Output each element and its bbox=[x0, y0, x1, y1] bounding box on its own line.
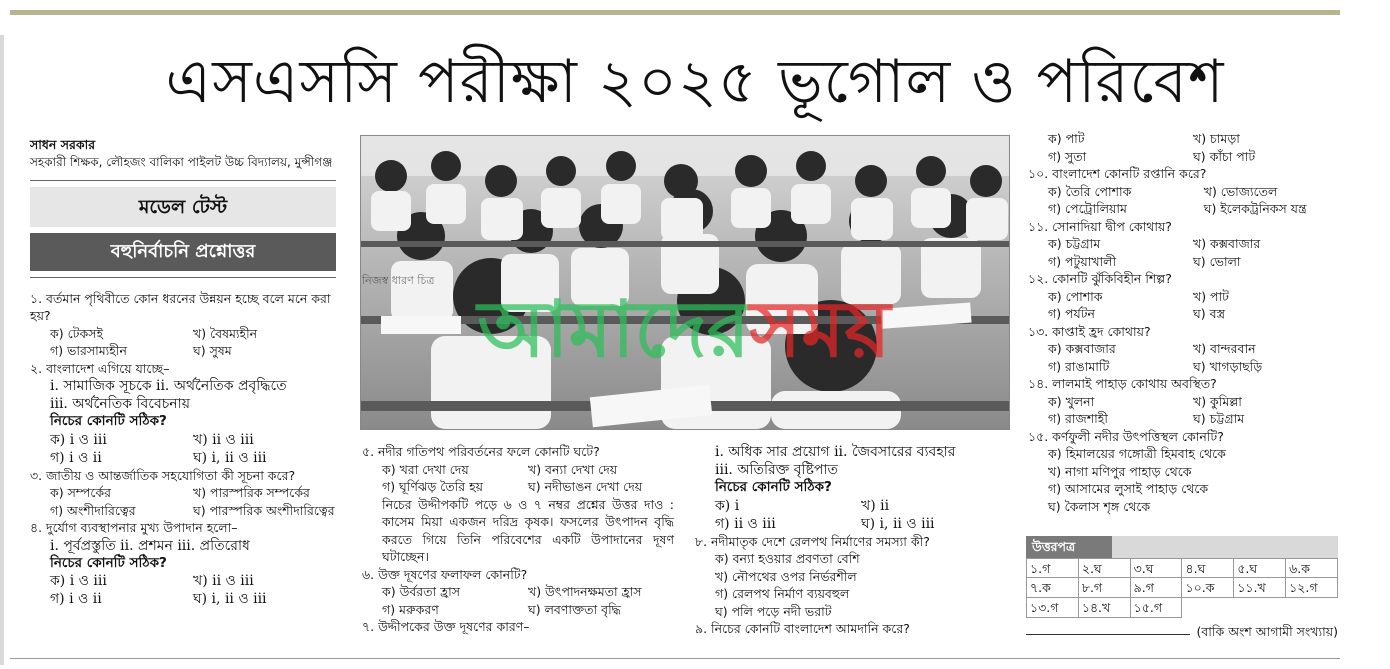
option: গ) রাজশাহী bbox=[1048, 411, 1108, 426]
option: গ) পর্যটন bbox=[1048, 306, 1096, 321]
question-prompt: নিচের কোনটি সঠিক? bbox=[715, 479, 832, 495]
option: ঘ) চট্টগ্রাম bbox=[1193, 411, 1245, 426]
answer-cell: ২.ঘ bbox=[1079, 558, 1131, 578]
bottom-rule bbox=[10, 658, 1340, 659]
answer-cell: ১১.খ bbox=[1234, 578, 1286, 598]
answer-cell: ৫.ঘ bbox=[1234, 558, 1286, 578]
option: খ) ii bbox=[861, 497, 890, 514]
option: ক) i bbox=[715, 497, 740, 514]
option: ক) পাট bbox=[1048, 131, 1085, 146]
option: ঘ) লবণাক্ততা বৃদ্ধি bbox=[528, 601, 621, 617]
question: ৯. নিচের কোনটি বাংলাদেশ আমদানি করে? bbox=[695, 621, 910, 636]
option: ক) কক্সবাজার bbox=[1048, 341, 1116, 356]
option: খ) বৈষম্যহীন bbox=[193, 325, 258, 341]
stimulus-text: নিচের উদ্দীপকটি পড়ে ৬ ও ৭ নম্বর প্রশ্নের উত্তর দাও : কাসেম মিয়া একজন দরিদ্র কৃষক। ফসলের উৎপাদন বৃদ্ধি করতে গিয়ে তিনি পরিবেশের একটি উপাদানের দূষণ ঘটাচ্ছেন। bbox=[382, 496, 674, 564]
options-row bbox=[1028, 393, 1338, 411]
option: খ) নাগা মণিপুর পাহাড় থেকে bbox=[1048, 463, 1192, 479]
photo-credit: নিজস্ব ধারণ চিত্র bbox=[362, 274, 435, 287]
answer-cell: ১৪.খ bbox=[1079, 598, 1131, 618]
option: ঘ) নদীভাঙন দেখা দেয় bbox=[528, 479, 643, 494]
answer-cell: ১.গ bbox=[1027, 558, 1079, 578]
answer-table bbox=[1026, 558, 1338, 618]
question: ১৫. কর্ণফুলী নদীর উৎপত্তিস্থল কোনটি? bbox=[1028, 428, 1224, 444]
question-prompt: নিচের কোনটি সঠিক? bbox=[50, 413, 167, 429]
option: খ) চামড়া bbox=[1193, 131, 1240, 146]
column-1 bbox=[30, 136, 336, 608]
option: গ) ভারসাম্যহীন bbox=[50, 343, 127, 358]
option: গ) ii ও iii bbox=[715, 515, 776, 532]
option: ঘ) পারস্পরিক অংশীদারিত্বের bbox=[193, 502, 335, 518]
answer-sheet-title: উত্তরপত্র bbox=[1026, 536, 1112, 558]
watermark-part-2: সময় bbox=[749, 285, 891, 375]
continued-text: (বাকি অংশ আগামী সংখ্যায়) bbox=[1196, 624, 1338, 639]
option: খ) ভোজ্যতেল bbox=[1203, 183, 1278, 199]
answer-cell: ১৫.গ bbox=[1131, 598, 1183, 618]
option: গ) পেট্রোলিয়াম bbox=[1048, 201, 1127, 216]
option: ক) হিমালয়ের গঙ্গোত্রী হিমবাহ থেকে bbox=[1048, 446, 1226, 461]
continued-note bbox=[1026, 624, 1338, 644]
option: ক) খরা দেখা দেয় bbox=[382, 461, 469, 477]
answer-row bbox=[1027, 598, 1338, 618]
answer-cell bbox=[1234, 598, 1286, 618]
question: ৮. নদীমাতৃক দেশে রেলপথ নির্মাণের সমস্যা কী? bbox=[695, 533, 930, 549]
options-row bbox=[30, 325, 336, 343]
options-row bbox=[1028, 183, 1338, 201]
page-title: এসএসসি পরীক্ষা ২০২৫ ভূগোল ও পরিবেশ bbox=[165, 47, 1225, 117]
options-row bbox=[1028, 148, 1338, 166]
option: ঘ) ভোলা bbox=[1193, 253, 1241, 269]
option: ঘ) কাঁচা পাট bbox=[1193, 148, 1256, 164]
option: খ) পাট bbox=[1193, 288, 1229, 304]
option: ক) উর্বরতা হ্রাস bbox=[382, 584, 461, 599]
answer-cell: ৬.ক bbox=[1286, 558, 1338, 578]
column-4 bbox=[1028, 130, 1338, 515]
statement: i. সামাজিক সূচকে ii. অর্থনৈতিক প্রবৃদ্ধিতে bbox=[50, 378, 287, 394]
question: ১. বর্তমান পৃথিবীতে কোন ধরনের উন্নয়ন হচ্ছে বলে মনে করা হয়? bbox=[30, 290, 331, 323]
question: ১১. সোনাদিয়া দ্বীপ কোথায়? bbox=[1028, 218, 1172, 234]
option: গ) i ও ii bbox=[50, 449, 102, 466]
option: ক) চট্টগ্রাম bbox=[1048, 236, 1101, 251]
option: খ) কক্সবাজার bbox=[1193, 236, 1261, 251]
top-rule bbox=[10, 10, 1340, 15]
option: ক) তৈরি পোশাক bbox=[1048, 183, 1132, 199]
column-2 bbox=[362, 443, 674, 636]
option: ঘ) কৈলাস শৃঙ্গ থেকে bbox=[1048, 498, 1151, 514]
question: ১২. কোনটি ঝুঁকিবিহীন শিল্প? bbox=[1028, 271, 1172, 286]
option: ক) টেকসই bbox=[50, 325, 103, 341]
model-test-banner: মডেল টেস্ট bbox=[30, 187, 336, 227]
mcq-banner: বহুনির্বাচনি প্রশ্নোত্তর bbox=[30, 233, 336, 271]
options-row bbox=[30, 431, 336, 449]
option: গ) মরুকরণ bbox=[382, 601, 439, 617]
photo-illustration bbox=[361, 136, 1009, 429]
option: খ) বান্দরবান bbox=[1193, 341, 1256, 356]
option: খ) পারস্পরিক সম্পর্কের bbox=[193, 485, 310, 500]
option: ঘ) খাগড়াছড়ি bbox=[1193, 358, 1263, 374]
option: ক) খুলনা bbox=[1048, 393, 1095, 409]
statement: i. অধিক সার প্রয়োগ ii. জৈবসারের ব্যবহার bbox=[715, 444, 956, 460]
question: ৫. নদীর গতিপথ পরিবর্তনের ফলে কোনটি ঘটে? bbox=[362, 444, 600, 459]
options-row bbox=[30, 572, 336, 590]
option: গ) সুতা bbox=[1048, 148, 1087, 164]
option: গ) ঘূর্ণিঝড় তৈরি হয় bbox=[382, 479, 484, 494]
answer-cell bbox=[1182, 598, 1234, 618]
answer-row bbox=[1027, 578, 1338, 598]
publication-watermark bbox=[360, 285, 1008, 375]
answer-cell: ৭.ক bbox=[1027, 578, 1079, 598]
option: খ) উৎপাদনক্ষমতা হ্রাস bbox=[528, 584, 642, 599]
answer-row bbox=[1027, 558, 1338, 578]
option: ঘ) i, ii ও iii bbox=[193, 591, 267, 607]
option: ক) i ও iii bbox=[50, 431, 107, 448]
options-row bbox=[695, 497, 1007, 515]
answer-cell: ৮.গ bbox=[1079, 578, 1131, 598]
question: ৬. উক্ত দূষণের ফলাফল কোনটি? bbox=[362, 566, 528, 582]
options-row bbox=[362, 478, 674, 496]
question: ২. বাংলাদেশ এগিয়ে যাচ্ছে– bbox=[30, 360, 170, 376]
options-row bbox=[1028, 358, 1338, 376]
question-prompt: নিচের কোনটি সঠিক? bbox=[50, 554, 167, 571]
question: ৭. উদ্দীপকের উক্ত দূষণের কারণ– bbox=[362, 619, 530, 634]
question: ৪. দুর্যোগ ব্যবস্থাপনার মুখ্য উপাদান হলো– bbox=[30, 520, 238, 535]
option: ক) পোশাক bbox=[1048, 288, 1103, 304]
option: ঘ) ইলেকট্রনিকস যন্ত্র bbox=[1203, 201, 1307, 216]
options-row bbox=[1028, 305, 1338, 323]
answer-header-bar bbox=[1112, 536, 1338, 558]
options-row bbox=[30, 342, 336, 360]
author-name: সাধন সরকার bbox=[30, 137, 96, 152]
option: গ) i ও ii bbox=[50, 591, 102, 607]
column-3 bbox=[695, 443, 1007, 638]
option: খ) নৌপথের ওপর নির্ভরশীল bbox=[715, 568, 857, 584]
options-row bbox=[695, 515, 1007, 533]
statement: iii. অর্থনৈতিক বিবেচনায় bbox=[50, 396, 190, 412]
answer-cell: ৯.গ bbox=[1131, 578, 1183, 598]
options-row bbox=[1028, 253, 1338, 271]
option: ঘ) পলি পড়ে নদী ভরাট bbox=[715, 603, 832, 619]
author-desc: সহকারী শিক্ষক, লৌহজং বালিকা পাইলট উচ্চ বিদ্যালয়, মুন্সীগঞ্জ bbox=[30, 154, 333, 169]
question: ১০. বাংলাদেশ কোনটি রপ্তানি করে? bbox=[1028, 166, 1207, 181]
option: গ) রাঙামাটি bbox=[1048, 358, 1110, 374]
options-row bbox=[362, 461, 674, 479]
option: ঘ) i, ii ও iii bbox=[861, 515, 935, 532]
option: গ) অংশীদারিত্বের bbox=[50, 502, 136, 518]
answer-sheet bbox=[1026, 536, 1338, 618]
options-row bbox=[362, 601, 674, 619]
option: ঘ) বস্ত্র bbox=[1193, 306, 1226, 321]
divider bbox=[30, 277, 336, 278]
option: ক) সম্পর্কের bbox=[50, 485, 111, 500]
answer-sheet-header bbox=[1026, 536, 1338, 558]
options-row bbox=[1028, 200, 1338, 218]
question: ১৪. লালমাই পাহাড় কোথায় অবস্থিত? bbox=[1028, 376, 1217, 391]
options-row bbox=[30, 590, 336, 608]
option: খ) কুমিল্লা bbox=[1193, 393, 1242, 409]
question: ১৩. কাপ্তাই হ্রদ কোথায়? bbox=[1028, 323, 1151, 339]
option: খ) বন্যা দেখা দেয় bbox=[528, 461, 618, 477]
options-row bbox=[1028, 288, 1338, 306]
answer-cell: ৪.ঘ bbox=[1182, 558, 1234, 578]
option: গ) রেলপথ নির্মাণ ব্যয়বহুল bbox=[715, 586, 850, 601]
option: ঘ) সুষম bbox=[193, 343, 232, 358]
option: ক) i ও iii bbox=[50, 573, 107, 589]
answer-cell: ৩.ঘ bbox=[1131, 558, 1183, 578]
option: ঘ) i, ii ও iii bbox=[193, 449, 267, 466]
left-edge bbox=[0, 35, 4, 665]
continued-rule bbox=[1026, 634, 1190, 635]
options-row bbox=[1028, 410, 1338, 428]
options-row bbox=[30, 484, 336, 502]
option: গ) আসামের লুসাই পাহাড় থেকে bbox=[1048, 481, 1209, 496]
options-row bbox=[1028, 130, 1338, 148]
question: ৩. জাতীয় ও আন্তর্জাতিক সহযোগিতা কী সূচনা করে? bbox=[30, 467, 296, 483]
options-row bbox=[1028, 340, 1338, 358]
answer-cell bbox=[1286, 598, 1338, 618]
options-row bbox=[362, 583, 674, 601]
statement: i. পূর্বপ্রস্তুতি ii. প্রশমন iii. প্রতিরোধ bbox=[50, 537, 250, 554]
answer-cell: ১০.ক bbox=[1182, 578, 1234, 598]
option: খ) ii ও iii bbox=[193, 573, 254, 589]
options-row bbox=[1028, 235, 1338, 253]
divider bbox=[30, 180, 336, 181]
option: খ) ii ও iii bbox=[193, 431, 254, 448]
options-row bbox=[30, 449, 336, 467]
answer-cell: ১২.গ bbox=[1286, 578, 1338, 598]
watermark-part-1: আমাদের bbox=[477, 285, 750, 375]
statement: iii. অতিরিক্ত বৃষ্টিপাত bbox=[715, 462, 838, 478]
exam-hall-photo bbox=[360, 135, 1010, 430]
options-row bbox=[30, 502, 336, 520]
answer-cell: ১৩.গ bbox=[1027, 598, 1079, 618]
option: ক) বন্যা হওয়ার প্রবণতা বেশি bbox=[715, 551, 860, 566]
option: গ) পটুয়াখালী bbox=[1048, 253, 1117, 269]
